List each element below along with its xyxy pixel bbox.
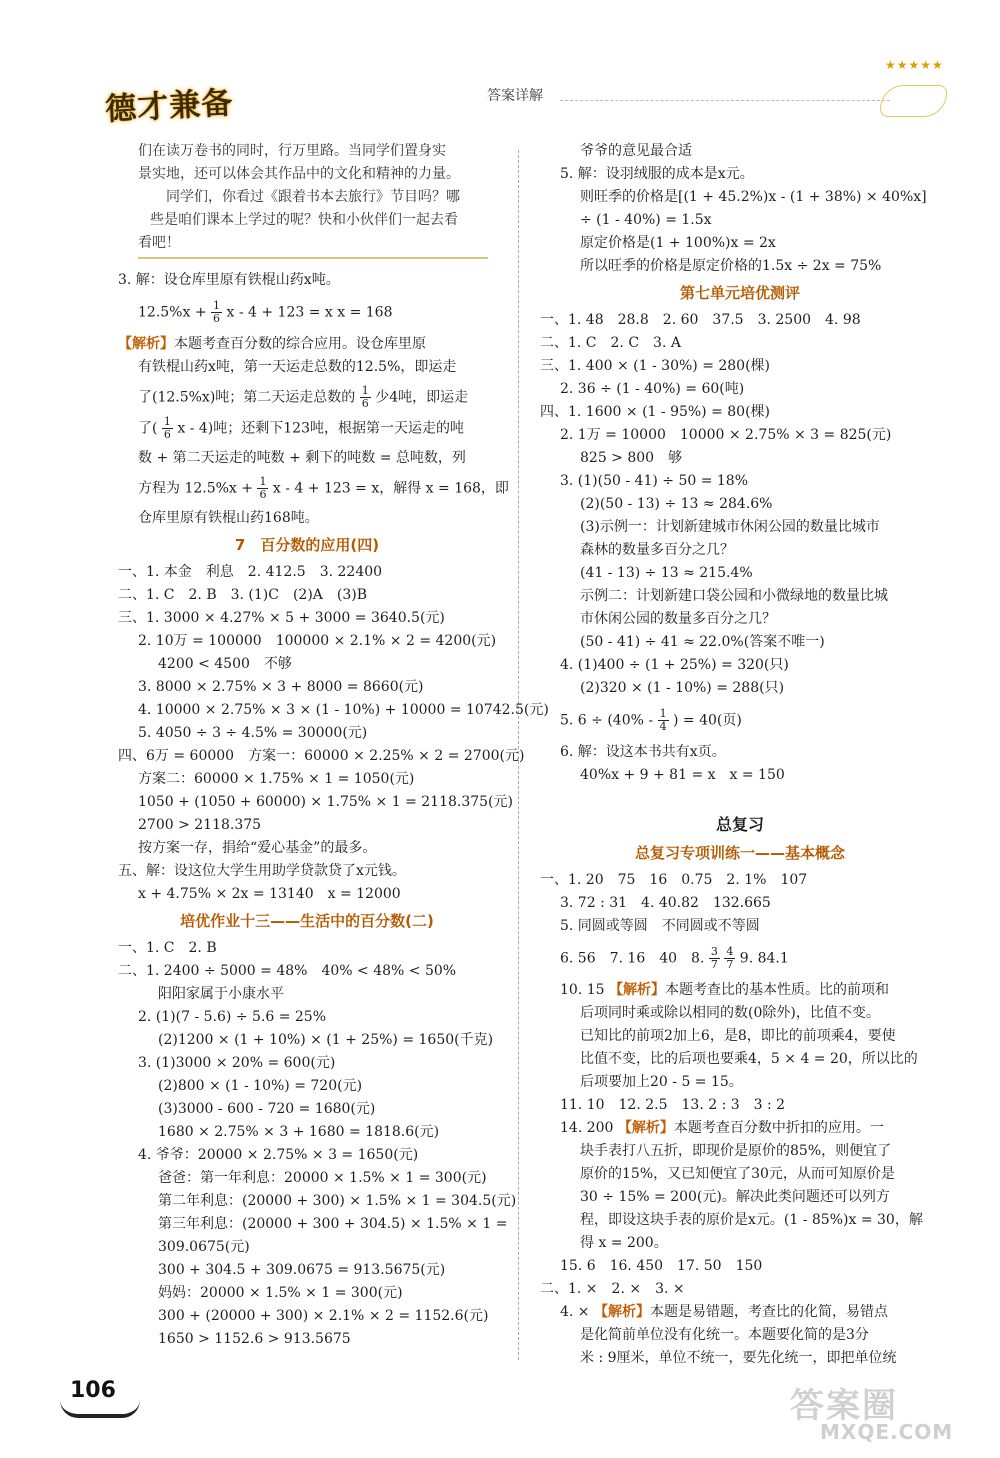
answer-line: 1650 > 1152.6 > 913.5675 bbox=[158, 1331, 351, 1347]
q14-line: 程，即设这块手表的原价是x元。(1 - 85%)x = 30，解 bbox=[580, 1212, 923, 1228]
fraction: $\frac{3}{7}$ bbox=[710, 945, 718, 971]
answer-line: 6. 解：设这本书共有x页。 bbox=[560, 744, 726, 760]
q11-line: 11. 10 12. 2.5 13. 2 : 3 3 : 2 bbox=[560, 1097, 786, 1113]
answer-line: 3. 8000 × 2.75% × 3 + 8000 = 8660(元) bbox=[138, 679, 424, 695]
intro-line: 景实地，还可以体会其作品中的文化和精神的力量。 bbox=[138, 166, 460, 182]
continued-answers bbox=[540, 140, 940, 278]
answer-line: 2. (1)(7 - 5.6) ÷ 5.6 = 25% bbox=[138, 1009, 327, 1025]
review-title: 总复习 bbox=[715, 815, 764, 834]
answer-line: (2)320 × (1 - 10%) = 288(只) bbox=[580, 680, 785, 696]
q3-equation: 12.5%x + $\frac{1}{6}$ x - 4 + 123 = x x = 168 bbox=[138, 299, 393, 325]
answer-line: 爸爸：第一年利息：20000 × 1.5% × 1 = 300(元) bbox=[158, 1170, 487, 1186]
q4-line: 是化简前单位没有化统一。本题要化简的是3分 bbox=[580, 1327, 869, 1343]
q14-line: 得 x = 200。 bbox=[580, 1235, 668, 1251]
answer-line: 四、6万 = 60000 方案一：60000 × 2.25% × 2 = 2700(元) bbox=[118, 748, 525, 764]
q10-line: 后项要加上20 - 5 = 15。 bbox=[580, 1074, 743, 1090]
answer-line: 二、1. C 2. C 3. A bbox=[540, 335, 681, 351]
answer-line: 一、1. 48 28.8 2. 60 37.5 3. 2500 4. 98 bbox=[540, 312, 861, 328]
answer-line: 原定价格是(1 + 100%)x = 2x bbox=[580, 235, 776, 251]
answer-line: 三、1. 3000 × 4.27% × 5 + 3000 = 3640.5(元) bbox=[118, 610, 445, 626]
section-13-answers bbox=[118, 937, 517, 1351]
intro-underline bbox=[138, 257, 488, 259]
analysis-tag: 【解析】 bbox=[118, 336, 174, 352]
answer-line: 二、1. C 2. B 3. (1)C (2)A (3)B bbox=[118, 587, 368, 603]
answer-line: (2)(50 - 13) ÷ 13 ≈ 284.6% bbox=[580, 496, 773, 512]
answer-line: 四、1. 1600 × (1 - 95%) = 80(棵) bbox=[540, 404, 771, 420]
stars-icon: ★★★★★ bbox=[885, 58, 944, 72]
intro-box bbox=[118, 140, 496, 259]
answer-line: (50 - 41) ÷ 41 ≈ 22.0%(答案不唯一) bbox=[580, 634, 825, 650]
answer-line: 4. 爷爷：20000 × 2.75% × 3 = 1650(元) bbox=[138, 1147, 419, 1163]
answer-line: 妈妈：20000 × 1.5% × 1 = 300(元) bbox=[158, 1285, 403, 1301]
answer-line: (2)1200 × (1 + 10%) × (1 + 25%) = 1650(千克) bbox=[158, 1032, 494, 1048]
q10-line: 比值不变，比的后项也要乘4，5 × 4 = 20，所以比的 bbox=[580, 1051, 918, 1067]
answer-line: 森林的数量多百分之几？ bbox=[580, 542, 734, 558]
section-title: 总复习专项训练一——基本概念 bbox=[634, 844, 845, 862]
answer-line: 309.0675(元) bbox=[158, 1239, 250, 1255]
q6-8-line: 6. 56 7. 16 40 8. $\frac{3}{7}$ $\frac{4}{7}$ 9. 84.1 bbox=[560, 945, 789, 971]
answer-line: 阳阳家属于小康水平 bbox=[158, 986, 284, 1002]
answer-line: 3. (1)(50 - 41) ÷ 50 = 18% bbox=[560, 473, 749, 489]
answer-line: 按方案一存，捐给“爱心基金”的最多。 bbox=[138, 840, 377, 856]
fraction: $\frac{1}{6}$ bbox=[259, 475, 267, 501]
q14-line: 14. 200 【解析】本题考查百分数中折扣的应用。一 bbox=[560, 1120, 884, 1136]
analysis-line: 【解析】本题考查百分数的综合应用。设仓库里原 bbox=[118, 336, 426, 352]
answer-line: 方案二：60000 × 1.75% × 1 = 1050(元) bbox=[138, 771, 415, 787]
q4-line: 米 : 9厘米，单位不统一，要先化统一，即把单位统 bbox=[580, 1350, 897, 1366]
answer-line: 则旺季的价格是[(1 + 45.2%)x - (1 + 38%) × 40%x] bbox=[580, 189, 927, 205]
answer-line: 4. (1)400 ÷ (1 + 25%) = 320(只) bbox=[560, 657, 789, 673]
section-title: 培优作业十三——生活中的百分数(二) bbox=[180, 912, 434, 930]
answer-line: 二、1. 2400 ÷ 5000 = 48% 40% < 48% < 50% bbox=[118, 963, 457, 979]
q10-line: 10. 15 【解析】本题考查比的基本性质。比的前项和 bbox=[560, 982, 889, 998]
section-title: 第七单元培优测评 bbox=[679, 284, 800, 302]
q14-line: 块手表打八五折，即现价是原价的85%，则便宜了 bbox=[580, 1143, 892, 1159]
intro-line: 看吧！ bbox=[138, 235, 180, 251]
answer-line: (3)示例一：计划新建城市休闲公园的数量比城市 bbox=[580, 519, 880, 535]
q3-head: 3. 解：设仓库里原有铁棍山药x吨。 bbox=[118, 272, 340, 288]
analysis-line: 了(12.5%x)吨；第二天运走总数的 $\frac{1}{6}$ 少4吨，即运走 bbox=[138, 384, 469, 410]
answer-line: (2)800 × (1 - 10%) = 720(元) bbox=[158, 1078, 363, 1094]
section-7-answers bbox=[118, 561, 549, 906]
answer-line: (41 - 13) ÷ 13 ≈ 215.4% bbox=[580, 565, 753, 581]
unit-7-answers bbox=[540, 309, 940, 700]
answer-line: 300 + (20000 + 300) × 2.1% × 2 = 1152.6(元) bbox=[158, 1308, 489, 1324]
swoosh-icon bbox=[60, 1400, 140, 1418]
answer-line: 5. 同圆或等圆 不同圆或不等圆 bbox=[560, 918, 760, 934]
left-column bbox=[118, 140, 549, 1351]
answer-line: 2. 36 ÷ (1 - 40%) = 60(吨) bbox=[560, 381, 745, 397]
analysis-line: 了( $\frac{1}{6}$ x - 4)吨；还剩下123吨，根据第一天运走的吨 bbox=[138, 415, 464, 441]
analysis-line: 仓库里原有铁棍山药168吨。 bbox=[138, 510, 319, 526]
answer-line: 示例二：计划新建口袋公园和小微绿地的数量比城 bbox=[580, 588, 888, 604]
corner-decoration-icon bbox=[880, 85, 947, 117]
answer-line: 3. (1)3000 × 20% = 600(元) bbox=[138, 1055, 336, 1071]
intro-line: 同学们，你看过《跟着书本去旅行》节目吗？哪 bbox=[166, 189, 460, 205]
answer-line: 市休闲公园的数量多百分之几？ bbox=[580, 611, 776, 627]
answer-line: ÷ (1 - 40%) = 1.5x bbox=[580, 212, 712, 228]
fraction: $\frac{1}{6}$ bbox=[361, 384, 369, 410]
analysis-line: 方程为 12.5%x + $\frac{1}{6}$ x - 4 + 123 = x，解得 x = 168，即 bbox=[138, 475, 509, 501]
page-number: 106 bbox=[70, 1378, 116, 1403]
q15-line: 15. 6 16. 450 17. 50 150 bbox=[560, 1258, 763, 1274]
intro-line: 们在读万卷书的同时，行万里路。当同学们置身实 bbox=[138, 143, 446, 159]
section-title: 7 百分数的应用(四) bbox=[234, 536, 380, 554]
answer-line: 1680 × 2.75% × 3 + 1680 = 1818.6(元) bbox=[158, 1124, 440, 1140]
q14-line: 原价的15%，又已知便宜了30元，从而可知原价是 bbox=[580, 1166, 895, 1182]
answer-line: 5. 4050 ÷ 3 ÷ 4.5% = 30000(元) bbox=[138, 725, 368, 741]
right-column bbox=[540, 140, 940, 1370]
answer-line: 一、1. 本金 利息 2. 412.5 3. 22400 bbox=[118, 564, 383, 580]
answer-line: 三、1. 400 × (1 - 30%) = 280(棵) bbox=[540, 358, 771, 374]
q4-line: 4. × 【解析】本题是易错题，考查比的化简，易错点 bbox=[560, 1304, 888, 1320]
fraction: $\frac{1}{6}$ bbox=[163, 415, 171, 441]
fraction: $\frac{4}{7}$ bbox=[726, 945, 734, 971]
analysis-line: 数 + 第二天运走的吨数 + 剩下的吨数 = 总吨数，列 bbox=[138, 450, 466, 466]
q5-equation: 5. 6 ÷ (40% - $\frac{1}{4}$ ) = 40(页) bbox=[560, 707, 742, 733]
answer-line: 4200 < 4500 不够 bbox=[158, 656, 292, 672]
answer-line: 第二年利息：(20000 + 300) × 1.5% × 1 = 304.5(元) bbox=[158, 1193, 517, 1209]
answer-line: 825 > 800 够 bbox=[580, 450, 683, 466]
answer-line: 一、1. C 2. B bbox=[118, 940, 217, 956]
q6-answers bbox=[540, 741, 940, 787]
header-divider bbox=[560, 100, 890, 101]
answer-line: 300 + 304.5 + 309.0675 = 913.5675(元) bbox=[158, 1262, 446, 1278]
answer-line: 所以旺季的价格是原定价格的1.5x ÷ 2x = 75% bbox=[580, 258, 882, 274]
answer-line: 4. 10000 × 2.75% × 3 × (1 - 10%) + 10000 = 10742.5(元) bbox=[138, 702, 549, 718]
answer-line: 2. 1万 = 10000 10000 × 2.75% × 3 = 825(元) bbox=[560, 427, 892, 443]
answer-line: 1050 + (1050 + 60000) × 1.75% × 1 = 2118.375(元) bbox=[138, 794, 513, 810]
answer-line: (3)3000 - 600 - 720 = 1680(元) bbox=[158, 1101, 376, 1117]
answer-line: 2700 > 2118.375 bbox=[138, 817, 262, 833]
brand-logo: 德才兼备 bbox=[104, 85, 235, 128]
answer-line: 第三年利息：(20000 + 300 + 304.5) × 1.5% × 1 = bbox=[158, 1216, 508, 1232]
q10-line: 已知比的前项2加上6，是8，即比的前项乘4，要使 bbox=[580, 1028, 896, 1044]
answer-line: 3. 72 : 31 4. 40.82 132.665 bbox=[560, 895, 771, 911]
answer-line: 2. 10万 = 100000 100000 × 2.1% × 2 = 4200(元) bbox=[138, 633, 497, 649]
part2-line: 二、1. × 2. × 3. × bbox=[540, 1281, 685, 1297]
answer-line: 40%x + 9 + 81 = x x = 150 bbox=[580, 767, 785, 783]
q14-line: 30 ÷ 15% = 200(元)。解决此类问题还可以列方 bbox=[580, 1189, 890, 1205]
review-answers bbox=[540, 869, 940, 938]
q10-line: 后项同时乘或除以相同的数(0除外)，比值不变。 bbox=[580, 1005, 880, 1021]
fraction: $\frac{1}{6}$ bbox=[213, 299, 221, 325]
answer-line: 5. 解：设羽绒服的成本是x元。 bbox=[560, 166, 754, 182]
watermark-logo: 答案圈 bbox=[790, 1386, 898, 1426]
fraction: $\frac{1}{4}$ bbox=[659, 707, 667, 733]
header-title: 答案详解 bbox=[487, 88, 543, 104]
intro-line: 些是咱们课本上学过的呢？快和小伙伴们一起去看 bbox=[150, 212, 458, 228]
page-header bbox=[0, 0, 1000, 135]
watermark-url: MXQE.COM bbox=[820, 1420, 954, 1444]
answer-line: 爷爷的意见最合适 bbox=[580, 143, 692, 159]
analysis-line: 有铁棍山药x吨，第一天运走总数的12.5%，即运走 bbox=[138, 359, 457, 375]
answer-line: x + 4.75% × 2x = 13140 x = 12000 bbox=[138, 886, 401, 902]
answer-line: 五、解：设这位大学生用助学贷款贷了x元钱。 bbox=[118, 863, 406, 879]
answer-line: 一、1. 20 75 16 0.75 2. 1% 107 bbox=[540, 872, 808, 888]
